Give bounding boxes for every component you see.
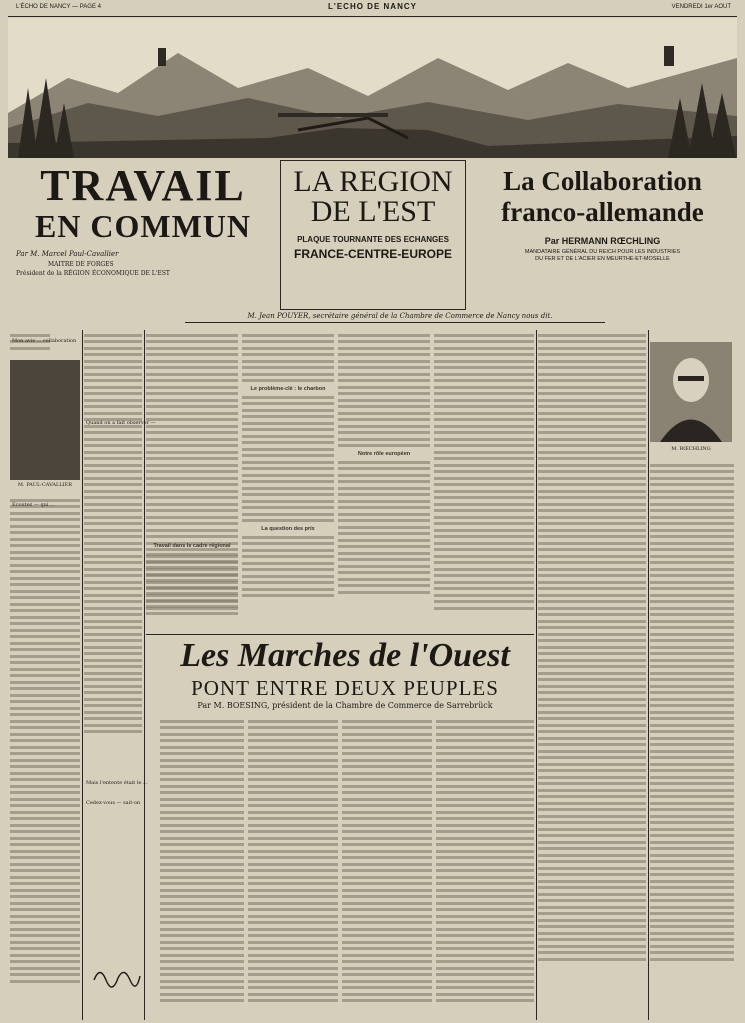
article3-role1: MANDATAIRE GÉNÉRAL DU REICH POUR LES INDUSTRIES bbox=[524, 249, 681, 255]
article2-subtitle-line2: FRANCE-CENTRE-EUROPE bbox=[293, 247, 452, 261]
article2-title-line2: DE L'EST bbox=[310, 195, 436, 228]
article2-title-line1: LA REGION bbox=[293, 165, 453, 198]
article1-snippet-5: Cedez-vous — sait-on bbox=[86, 800, 141, 806]
col-rule bbox=[144, 330, 145, 1020]
divider-article4 bbox=[146, 634, 534, 635]
article1-col1b bbox=[10, 495, 80, 1023]
col-rule bbox=[648, 330, 649, 1020]
article1-title-line1: TRAVAIL bbox=[40, 161, 246, 210]
col-rule bbox=[536, 330, 537, 1020]
article3-photo-caption: M. RŒCHLING bbox=[671, 446, 711, 452]
article3-col2 bbox=[650, 460, 734, 1020]
article1-snippet-3: Ecoutez — qui ... bbox=[12, 502, 55, 508]
article4-title: Les Marches de l'Ouest bbox=[180, 637, 510, 674]
article3-title-line1: La Collaboration bbox=[503, 166, 702, 196]
article2-col3 bbox=[338, 330, 430, 630]
article1-byline: Par M. Marcel Paul-Cavallier bbox=[16, 250, 119, 258]
article3-byline: Par HERMANN RŒCHLING bbox=[544, 236, 661, 246]
headline-row bbox=[8, 160, 737, 310]
article2-subtitle-line1: PLAQUE TOURNANTE DES ECHANGES bbox=[297, 235, 449, 244]
article1-role1: MAITRE DE FORGES bbox=[48, 261, 114, 268]
article4-col1 bbox=[160, 716, 244, 1021]
article4-byline: Par M. BOESING, président de la Chambre de Commerce de Sarrebrück bbox=[197, 701, 493, 710]
article3-photo bbox=[650, 342, 732, 442]
article1-title-line2: EN COMMUN bbox=[34, 208, 252, 244]
article2-col1-subhead bbox=[146, 540, 238, 630]
portrait-icon bbox=[650, 342, 732, 442]
article2-subhead-1: Le problème-clé : le charbon bbox=[250, 385, 326, 392]
landscape-illustration bbox=[8, 18, 737, 158]
divider bbox=[185, 322, 605, 323]
article2-subhead-3: Notre rôle européen bbox=[357, 450, 411, 457]
article4-subtitle: PONT ENTRE DEUX PEUPLES bbox=[191, 676, 499, 700]
article3-col1 bbox=[538, 330, 646, 1020]
article4-col2 bbox=[248, 716, 338, 1021]
article4-col4 bbox=[436, 716, 534, 1021]
masthead-date: VENDREDI 1er AOUT bbox=[671, 4, 731, 10]
article2-col4 bbox=[434, 330, 534, 630]
article1-snippet-2: Quand on a fait observer — bbox=[86, 420, 156, 426]
article1-photo-caption: M. PAUL-CAVALLIER bbox=[17, 482, 73, 488]
article1-head bbox=[8, 160, 278, 310]
article3-head bbox=[468, 160, 737, 310]
article2-col2 bbox=[242, 330, 334, 630]
article1-role2: Président de la RÉGION ÉCONOMIQUE DE L'EST bbox=[16, 270, 170, 277]
article3-title-line2: franco-allemande bbox=[501, 197, 704, 227]
article1-col2 bbox=[84, 330, 142, 760]
col-rule bbox=[82, 330, 83, 1020]
masthead-title: L'ECHO DE NANCY bbox=[328, 2, 417, 11]
article1-snippet-4: Mais l'entente était le ... bbox=[86, 780, 148, 786]
article3-role2: DU FER ET DE L'ACIER EN MEURTHE-ET-MOSELLE bbox=[535, 256, 670, 262]
article2-byline: M. Jean POUYER, secrétaire général de la Chambre de Commerce de Nancy nous dit. bbox=[247, 312, 553, 320]
masthead-left: L'ÉCHO DE NANCY — PAGE 4 bbox=[16, 4, 101, 10]
article2-subhead-4: La question des prix bbox=[261, 525, 315, 532]
masthead bbox=[8, 0, 737, 17]
article1-snippet-1: Mon avis ... collaboration bbox=[12, 338, 77, 344]
article2-head bbox=[280, 160, 466, 310]
article2-subhead-2: Travail dans le cadre régional bbox=[153, 543, 231, 549]
signature-icon bbox=[92, 960, 142, 990]
article1-photo bbox=[10, 360, 80, 480]
article4-col3 bbox=[342, 716, 432, 1021]
